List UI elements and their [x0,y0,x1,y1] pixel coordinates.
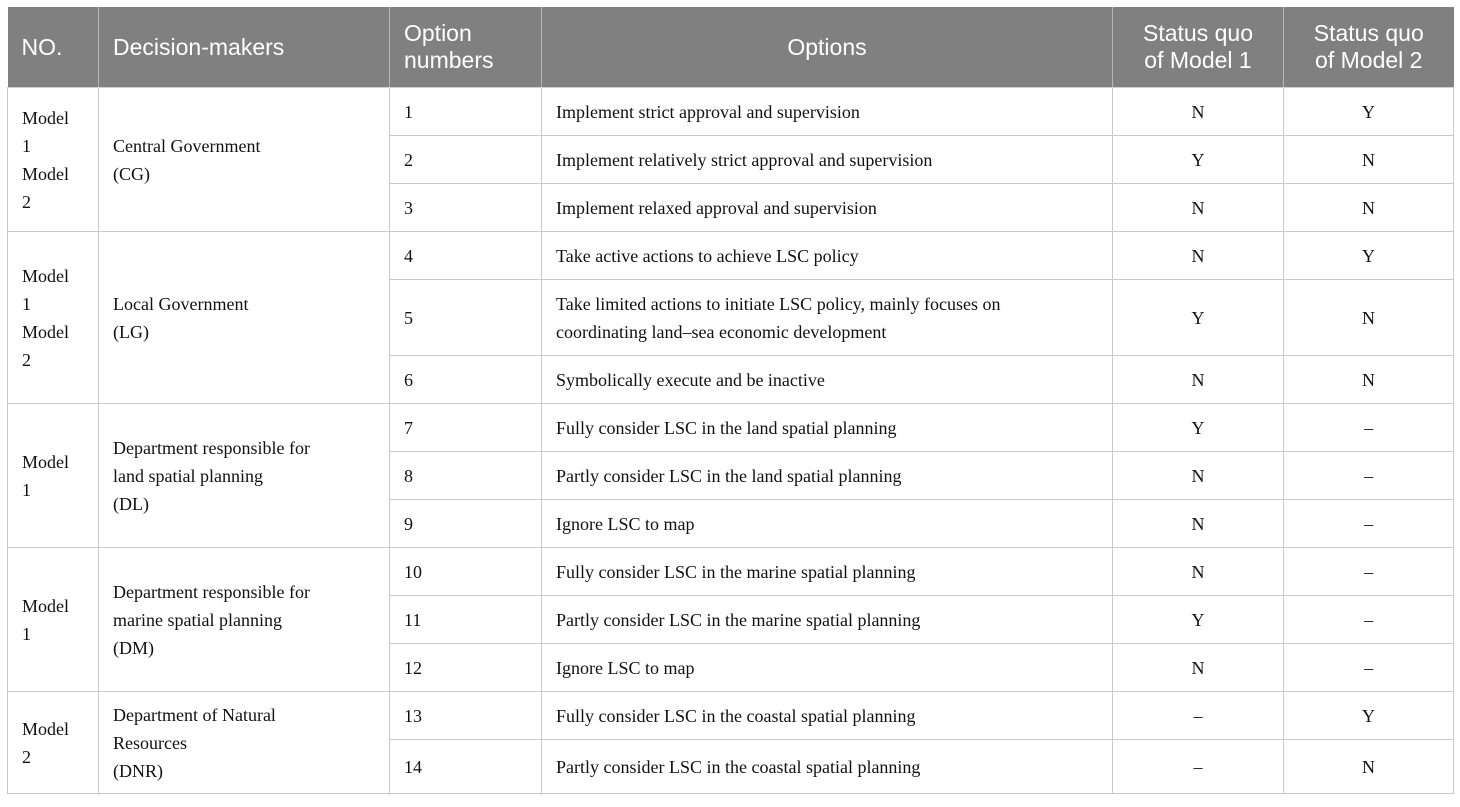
status-model-1: Y [1113,404,1284,452]
option-number: 13 [390,692,542,740]
option-text: Ignore LSC to map [542,500,1113,548]
option-text: Partly consider LSC in the coastal spatial planning [542,740,1113,794]
status-model-1: – [1113,740,1284,794]
option-text: Fully consider LSC in the coastal spatial planning [542,692,1113,740]
table-row [8,404,1454,452]
group-no: Model 2 [8,692,99,794]
option-number: 5 [390,280,542,356]
group-decision-maker: Central Government (CG) [99,88,390,232]
option-number: 2 [390,136,542,184]
table-row [8,692,1454,740]
header-decision-makers: Decision-makers [99,7,390,88]
table-row [8,88,1454,136]
table-row [8,548,1454,596]
table-row [8,232,1454,280]
group-decision-maker: Department responsible for land spatial planning (DL) [99,404,390,548]
header-status-model-1: Status quo of Model 1 [1113,7,1284,88]
header-options: Options [542,7,1113,88]
group-no: Model 1 [8,404,99,548]
option-text: Implement relatively strict approval and supervision [542,136,1113,184]
group-no: Model 1 Model 2 [8,88,99,232]
option-text: Implement relaxed approval and supervision [542,184,1113,232]
status-model-2: Y [1284,88,1454,136]
status-model-1: Y [1113,136,1284,184]
status-model-2: N [1284,356,1454,404]
status-model-2: – [1284,644,1454,692]
status-model-2: N [1284,136,1454,184]
status-model-1: N [1113,232,1284,280]
option-number: 4 [390,232,542,280]
option-text: Fully consider LSC in the marine spatial planning [542,548,1113,596]
status-model-1: N [1113,548,1284,596]
status-model-2: – [1284,404,1454,452]
group-decision-maker: Department of Natural Resources (DNR) [99,692,390,794]
option-number: 1 [390,88,542,136]
status-model-2: – [1284,596,1454,644]
status-model-2: – [1284,500,1454,548]
option-number: 14 [390,740,542,794]
header-no: NO. [8,7,99,88]
status-model-2: – [1284,548,1454,596]
status-model-2: – [1284,452,1454,500]
status-model-1: N [1113,356,1284,404]
group-decision-maker: Department responsible for marine spatial planning (DM) [99,548,390,692]
status-model-1: N [1113,184,1284,232]
option-text: Take active actions to achieve LSC policy [542,232,1113,280]
option-text: Ignore LSC to map [542,644,1113,692]
option-text: Partly consider LSC in the land spatial planning [542,452,1113,500]
status-model-1: – [1113,692,1284,740]
group-no: Model 1 Model 2 [8,232,99,404]
status-model-2: N [1284,184,1454,232]
option-number: 8 [390,452,542,500]
status-model-1: N [1113,88,1284,136]
header-row [8,7,1454,88]
status-model-1: N [1113,644,1284,692]
decision-options-table [7,7,1454,794]
option-number: 6 [390,356,542,404]
status-model-2: N [1284,280,1454,356]
option-number: 7 [390,404,542,452]
status-model-2: N [1284,740,1454,794]
header-status-model-2: Status quo of Model 2 [1284,7,1454,88]
option-number: 3 [390,184,542,232]
option-number: 11 [390,596,542,644]
option-number: 9 [390,500,542,548]
option-text: Partly consider LSC in the marine spatial planning [542,596,1113,644]
option-text: Fully consider LSC in the land spatial planning [542,404,1113,452]
header-option-numbers: Option numbers [390,7,542,88]
option-text: Take limited actions to initiate LSC policy, mainly focuses on coordinating land–sea economic development [542,280,1113,356]
option-text: Symbolically execute and be inactive [542,356,1113,404]
option-number: 12 [390,644,542,692]
status-model-2: Y [1284,692,1454,740]
status-model-1: N [1113,452,1284,500]
group-no: Model 1 [8,548,99,692]
status-model-1: Y [1113,280,1284,356]
option-number: 10 [390,548,542,596]
group-decision-maker: Local Government (LG) [99,232,390,404]
status-model-1: N [1113,500,1284,548]
status-model-2: Y [1284,232,1454,280]
status-model-1: Y [1113,596,1284,644]
option-text: Implement strict approval and supervision [542,88,1113,136]
